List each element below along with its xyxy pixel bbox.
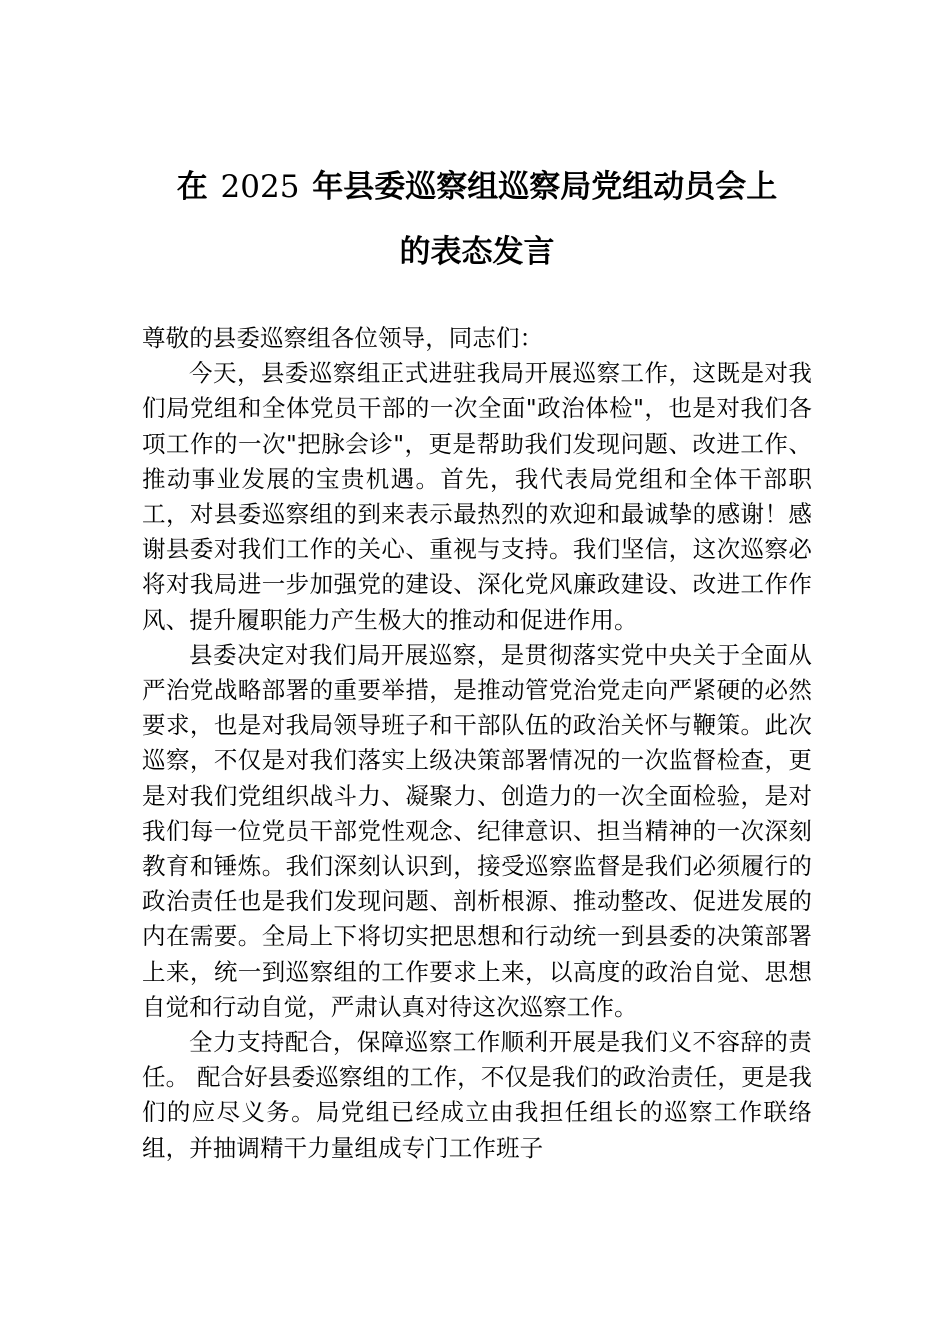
- title-year: 2025: [220, 169, 300, 205]
- body-paragraph-3: 全力支持配合，保障巡察工作顺利开展是我们义不容辞的责任。 配合好县委巡察组的工作，不仅是我们的政治责任，更是我们的应尽义务。局党组已经成立由我担任组长的巡察工作联络组，并抽调精干力量组成专门工作班子: [142, 1028, 812, 1162]
- page-title: [142, 0, 812, 285]
- document-body: [142, 321, 812, 1166]
- title-line-2: 的表态发言: [399, 234, 555, 270]
- title-line-1: [142, 0, 812, 220]
- salutation-paragraph: 尊敬的县委巡察组各位领导，同志们：: [142, 324, 544, 352]
- body-paragraph-2: 县委决定对我们局开展巡察，是贯彻落实党中央关于全面从严治党战略部署的重要举措，是推动管党治党走向严紧硬的必然要求，也是对我局领导班子和干部队伍的政治关怀与鞭策。此次巡察，不仅是对我们落实上级决策部署情况的一次监督检查，更是对我们党组织战斗力、凝聚力、创造力的一次全面检验，是对我们每一位党员干部党性观念、纪律意识、担当精神的一次深刻教育和锤炼。我们深刻认识到，接受巡察监督是我们必须履行的政治责任也是我们发现问题、剖析根源、推动整改、促进发展的内在需要。全局上下将切实把思想和行动统一到县委的决策部署上来，统一到巡察组的工作要求上来，以高度的政治自觉、思想自觉和行动自觉，严肃认真对待这次巡察工作。: [142, 640, 812, 1021]
- title-text-prefix: 在: [176, 169, 219, 205]
- title-text-suffix: 年县委巡察组巡察局党组动员会上: [301, 169, 778, 205]
- document-content-column: [142, 0, 812, 1166]
- body-paragraph-1: 今天，县委巡察组正式进驻我局开展巡察工作，这既是对我们局党组和全体党员干部的一次全面"政治体检"，也是对我们各项工作的一次"把脉会诊"，更是帮助我们发现问题、改进工作、推动事业发展的宝贵机遇。首先，我代表局党组和全体干部职工，对县委巡察组的到来表示最热烈的欢迎和最诚挚的感谢！感谢县委对我们工作的关心、重视与支持。我们坚信，这次巡察必将对我局进一步加强党的建设、深化党风廉政建设、改进工作作风、提升履职能力产生极大的推动和促进作用。: [142, 359, 812, 634]
